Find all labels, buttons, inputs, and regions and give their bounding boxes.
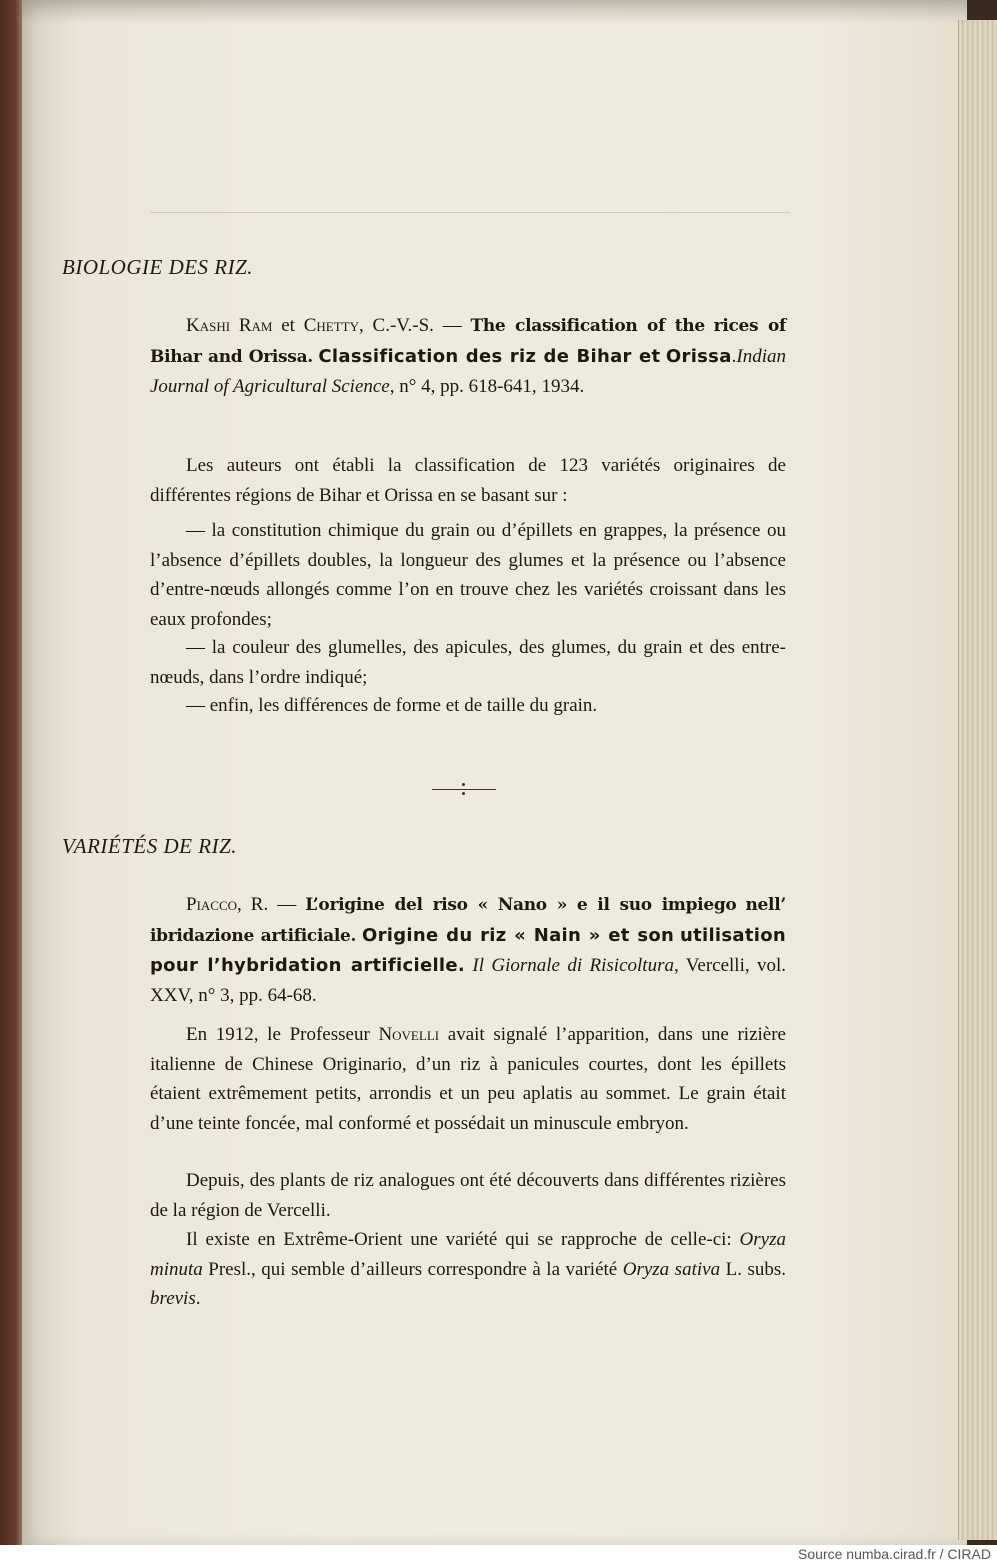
author-conjunction: et <box>272 315 304 336</box>
paragraph-text: Il existe en Extrême-Orient une variété qui se rapproche de celle-ci: <box>186 1229 740 1250</box>
paragraph-novelli <box>150 1020 786 1138</box>
title-french: Classification des riz de Bihar et <box>318 345 661 367</box>
person-name: Novelli <box>378 1024 440 1045</box>
author-name: Kashi Ram <box>186 315 273 336</box>
journal-name: Risicoltura <box>589 955 674 976</box>
section-separator <box>432 783 496 795</box>
paragraph-point-2: — la couleur des glumelles, des apicules, des glumes, du grain et des entre-nœuds, dans l’ordre indiqué; <box>150 637 786 688</box>
title-english: The classification of the <box>470 316 705 336</box>
paragraph-text: En 1912, le Professeur <box>186 1024 379 1045</box>
source-credit: Source numba.cirad.fr / CIRAD <box>798 1546 991 1562</box>
title-french: utilisation pour l’hybridation artificielle. <box>150 924 787 976</box>
paragraph-point-3: — enfin, les différences de forme et de taille du grain. <box>186 695 598 716</box>
author-initials: , C.-V.-S. — <box>359 315 471 336</box>
separator-dot <box>462 792 465 795</box>
paragraph-oryza <box>150 1225 786 1314</box>
paragraph-point-1: — la constitution chimique du grain ou d’épillets en grappes, la présence ou l’absence d’épillets doubles, la longueur des glumes et la présence ou l’absence d’entre-nœuds allongés comme l’on en trouve chez les variétés croissant dans les eaux profondes; <box>150 520 786 630</box>
title-french: Origine du riz « Nain » et son <box>361 924 675 946</box>
paragraph-text: L. subs. <box>720 1258 786 1280</box>
separator-dot <box>462 783 465 786</box>
species-name: Oryza minuta <box>150 1229 786 1280</box>
author-name: Piacco <box>186 894 238 915</box>
separator-line <box>432 789 496 790</box>
paragraph-text: avait signalé l’apparition, dans une rizière italienne de Chinese Originario, d’un riz à panicules courtes, dont les épillets étaient extrêmement petits, arrondis et un peu aplatis au sommet. Le grain était d’une teinte foncée, mal conformé et possédait un minuscule embryon. <box>150 1024 786 1134</box>
publication-year: 1934. <box>541 376 585 397</box>
journal-name: Indian Journal of Agricultural Science <box>150 345 787 397</box>
author-name: Chetty <box>303 315 359 336</box>
title-english: rices of Bihar and Orissa. <box>150 316 787 367</box>
section-title-biologie: BIOLOGIE DES RIZ. <box>62 255 254 279</box>
species-name: brevis <box>150 1288 196 1309</box>
reference-kashi-ram: Kashi Ram et Chetty, C.-V.-S. — The classification of the rices of Bihar and Orissa. Classification des riz de Bihar et Orissa.Indian Journal of Agricultural Science, n° 4, pp. 618-641, 1934. <box>150 315 787 397</box>
author-initials: , R. — <box>237 894 306 915</box>
journal-details: , Vercelli, vol. XXV, n° 3, pp. 64-68. <box>150 955 786 1006</box>
reference-piacco <box>150 890 786 1010</box>
title-italian: nell’ ibridazione artificiale. <box>150 895 786 946</box>
journal-name: Il Giornale di <box>472 955 583 976</box>
paragraph-text: . <box>195 1288 201 1309</box>
section-title-varietes: VARIÉTÉS DE RIZ. <box>62 834 237 858</box>
title-french: Orissa <box>665 345 732 367</box>
paragraph-vercelli: Depuis, des plants de riz analogues ont été découverts dans différentes rizières de la région de Vercelli. <box>150 1170 786 1221</box>
title-italian: L’origine del riso « Nano » e il suo impiego <box>305 895 737 915</box>
paragraph-intro: Les auteurs ont établi la classification de 123 variétés originaires de différentes régions de Bihar et Orissa en se basant sur : <box>150 455 786 506</box>
paragraph-text: Presl., qui semble d’ailleurs correspondre à la variété <box>202 1258 623 1280</box>
journal-details: , n° 4, pp. 618-641, <box>389 376 537 397</box>
species-name: Oryza sativa <box>622 1258 721 1280</box>
